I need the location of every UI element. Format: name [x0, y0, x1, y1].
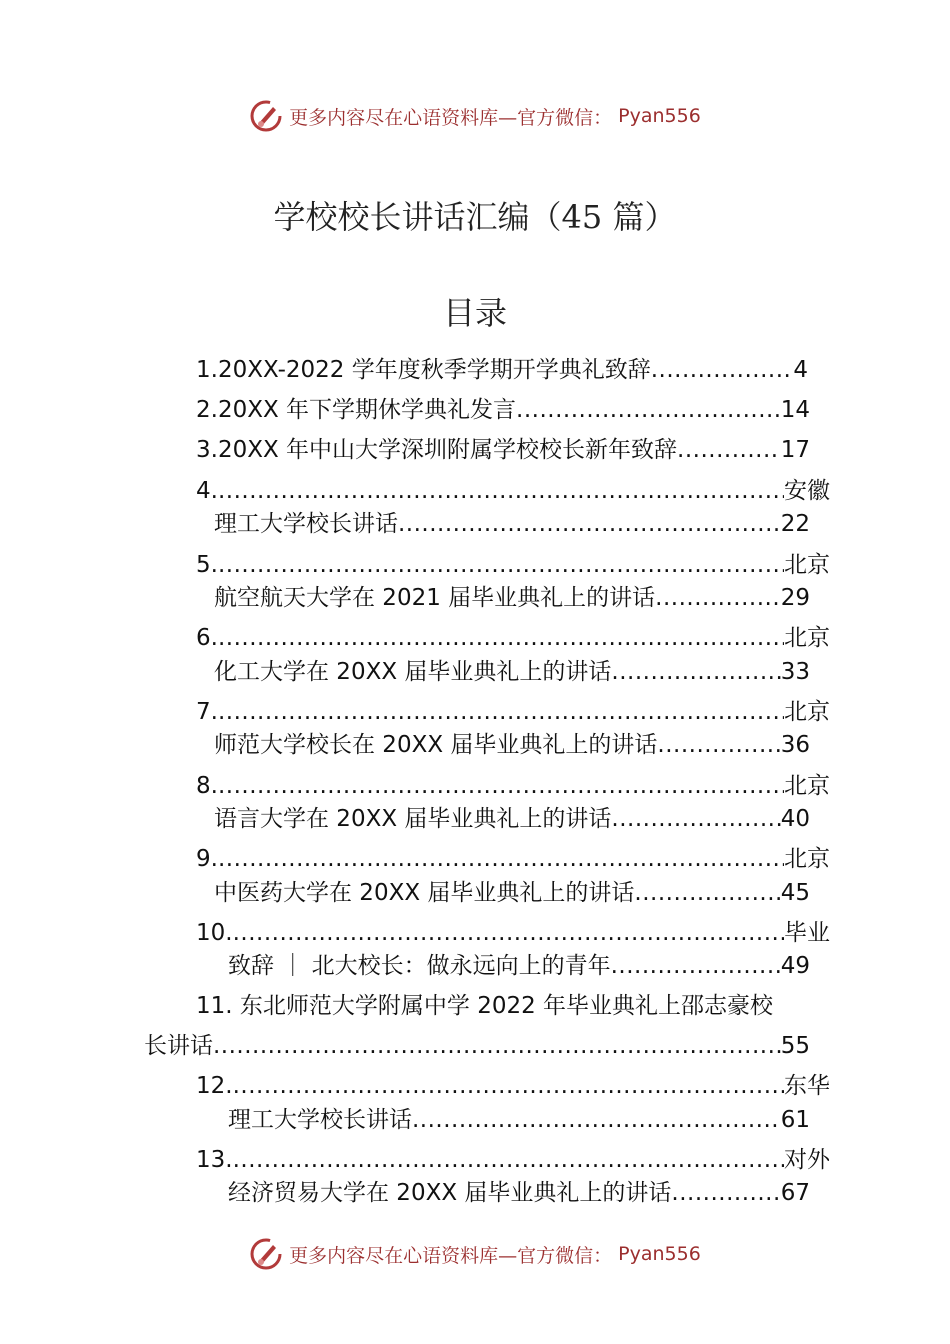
toc-entry-6-line-2[interactable]	[214, 657, 810, 687]
toc-entry-text: 11. 东北师范大学附属中学 2022 年毕业典礼上邵志豪校	[196, 993, 774, 1019]
toc-leader-dots	[218, 623, 784, 653]
toc-leader-dots	[233, 1071, 784, 1101]
banner-text: 更多内容尽在心语资料库—官方微信：	[289, 106, 613, 129]
toc-entry-text: 8.	[196, 773, 218, 799]
toc-entry-9-line-2[interactable]	[214, 878, 810, 908]
toc-leader-dots	[233, 918, 784, 948]
brush-logo-icon	[249, 99, 283, 133]
toc-entry-text: 12.	[196, 1073, 233, 1099]
toc-entry-4-line-2[interactable]	[214, 509, 810, 539]
toc-leader-dots	[611, 951, 781, 981]
toc-entry-text-tail: 安徽	[784, 478, 830, 504]
toc-entry-12-line-2[interactable]	[228, 1105, 810, 1135]
toc-entry-text: 9.	[196, 846, 218, 872]
toc-entry-9-line-1[interactable]	[196, 844, 830, 874]
toc-entry-10-line-1[interactable]	[196, 918, 830, 948]
toc-entry-10-line-2[interactable]	[228, 951, 810, 981]
toc-leader-dots	[611, 657, 780, 687]
toc-leader-dots	[412, 1105, 781, 1135]
toc-entry-8-line-2[interactable]	[214, 804, 810, 834]
toc-page-number: 49	[780, 953, 810, 979]
toc-leader-dots	[634, 878, 780, 908]
toc-page-number: 36	[780, 732, 810, 758]
toc-entry-text: 1.20XX-2022 学年度秋季学期开学典礼致辞	[196, 357, 651, 383]
toc-leader-dots	[651, 355, 794, 385]
toc-entry-1[interactable]	[196, 355, 808, 385]
toc-entry-text-tail: 北京	[784, 552, 830, 578]
toc-entry-text: 语言大学在 20XX 届毕业典礼上的讲话	[214, 806, 612, 832]
toc-leader-dots	[671, 1178, 780, 1208]
toc-page-number: 67	[780, 1180, 810, 1206]
toc-page-number: 40	[780, 806, 810, 832]
toc-entry-text: 经济贸易大学在 20XX 届毕业典礼上的讲话	[228, 1180, 672, 1206]
toc-entry-text: 7.	[196, 699, 218, 725]
toc-entry-text: 4.	[196, 478, 218, 504]
toc-leader-dots	[218, 697, 784, 727]
toc-entry-6-line-1[interactable]	[196, 623, 830, 653]
toc-entry-2[interactable]	[196, 395, 810, 425]
document-title: 学校校长讲话汇编（45 篇）	[273, 198, 677, 236]
brush-logo-icon	[249, 1237, 283, 1271]
toc-entry-11-line-1[interactable]	[196, 991, 846, 1021]
toc-entry-text: 10.	[196, 920, 233, 946]
toc-entry-3[interactable]	[196, 435, 810, 465]
toc-entry-text: 长讲话	[144, 1033, 213, 1059]
toc-entry-7-line-1[interactable]	[196, 697, 830, 727]
toc-leader-dots	[398, 509, 781, 539]
toc-page-number: 29	[780, 585, 810, 611]
toc-leader-dots	[233, 1145, 784, 1175]
banner-wechat-id: Pyan556	[618, 1243, 701, 1265]
toc-entry-text: 致辞 ｜ 北大校长：做永远向上的青年	[228, 953, 611, 979]
toc-page-number: 14	[780, 397, 810, 423]
toc-page-number: 33	[780, 659, 810, 685]
banner-text: 更多内容尽在心语资料库—官方微信：	[289, 1244, 613, 1267]
toc-leader-dots	[213, 1031, 781, 1061]
toc-entry-text: 6.	[196, 625, 218, 651]
toc-page-number: 45	[780, 880, 810, 906]
toc-page-number: 55	[780, 1033, 810, 1059]
toc-entry-text: 5.	[196, 552, 218, 578]
toc-entry-text: 理工大学校长讲话	[228, 1107, 412, 1133]
toc-entry-text-tail: 对外	[784, 1147, 830, 1173]
toc-page-number: 61	[780, 1107, 810, 1133]
toc-entry-8-line-1[interactable]	[196, 771, 830, 801]
toc-leader-dots	[611, 804, 780, 834]
toc-entry-13-line-2[interactable]	[228, 1178, 810, 1208]
toc-entry-text: 3.20XX 年中山大学深圳附属学校校长新年致辞	[196, 437, 678, 463]
toc-page-number: 22	[780, 511, 810, 537]
toc-entry-text-tail: 北京	[784, 699, 830, 725]
toc-leader-dots	[655, 583, 781, 613]
toc-entry-text-tail: 北京	[784, 846, 830, 872]
toc-entry-text-tail: 北京	[784, 625, 830, 651]
toc-entry-text: 师范大学校长在 20XX 届毕业典礼上的讲话	[214, 732, 658, 758]
toc-entry-text: 航空航天大学在 2021 届毕业典礼上的讲话	[214, 585, 656, 611]
toc-heading: 目录	[442, 294, 507, 332]
header-banner	[0, 96, 950, 136]
toc-entry-text-tail: 东华	[784, 1073, 830, 1099]
toc-entry-12-line-1[interactable]	[196, 1071, 830, 1101]
toc-leader-dots	[516, 395, 781, 425]
toc-leader-dots	[677, 435, 781, 465]
footer-banner	[0, 1234, 950, 1274]
banner-wechat-id: Pyan556	[618, 105, 701, 127]
toc-entry-11-line-2[interactable]	[144, 1031, 810, 1061]
toc-entry-text: 化工大学在 20XX 届毕业典礼上的讲话	[214, 659, 612, 685]
toc-leader-dots	[218, 550, 784, 580]
toc-page-number: 4	[793, 357, 808, 383]
toc-entry-text: 13.	[196, 1147, 233, 1173]
toc-entry-text: 中医药大学在 20XX 届毕业典礼上的讲话	[214, 880, 635, 906]
toc-entry-5-line-1[interactable]	[196, 550, 830, 580]
toc-entry-4-line-1[interactable]	[196, 476, 830, 506]
toc-leader-dots	[218, 844, 784, 874]
toc-leader-dots	[218, 771, 784, 801]
toc-entry-text: 理工大学校长讲话	[214, 511, 398, 537]
toc-entry-text-tail: 毕业	[784, 920, 830, 946]
toc-page-number: 17	[780, 437, 810, 463]
toc-entry-7-line-2[interactable]	[214, 730, 810, 760]
toc-entry-5-line-2[interactable]	[214, 583, 810, 613]
toc-entry-text-tail: 北京	[784, 773, 830, 799]
toc-leader-dots	[657, 730, 780, 760]
toc-leader-dots	[218, 476, 784, 506]
toc-entry-text: 2.20XX 年下学期休学典礼发言	[196, 397, 517, 423]
toc-entry-13-line-1[interactable]	[196, 1145, 830, 1175]
